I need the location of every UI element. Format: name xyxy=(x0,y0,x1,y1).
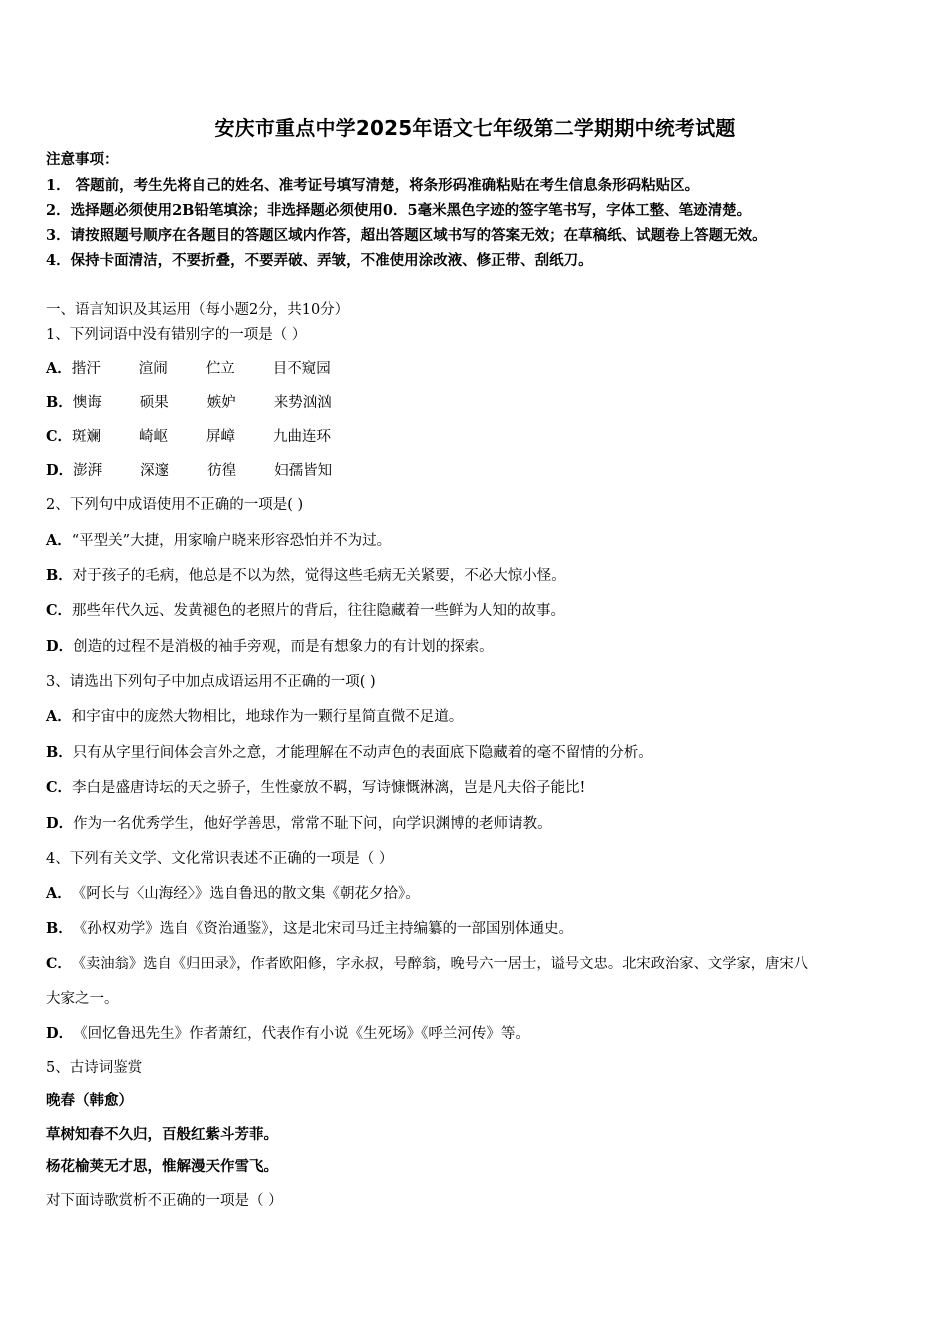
q2-option-d xyxy=(46,638,494,656)
option-text: 《孙权劝学》选自《资治通鉴》，这是北宋司马迁主持编纂的一部国别体通史。 xyxy=(72,921,574,937)
q3-option-a xyxy=(46,708,463,726)
option-label: D． xyxy=(46,1025,74,1042)
option-text: 作为一名优秀学生，他好学善思，常常不耻下问，向学识渊博的老师请教。 xyxy=(73,816,552,832)
q2-option-c xyxy=(46,602,565,620)
q4-option-c xyxy=(46,955,808,973)
option-label: A． xyxy=(46,360,72,377)
option-label: C． xyxy=(46,779,73,796)
option-label: A． xyxy=(46,885,72,902)
option-word: 斑斓 xyxy=(72,429,102,445)
q4-option-a xyxy=(46,885,420,903)
option-text: 和宇宙中的庞然大物相比，地球作为一颗行星简直微不足道。 xyxy=(71,709,464,725)
option-word: 渲闹 xyxy=(138,361,168,377)
page-title: 安庆市重点中学2025年语文七年级第二学期期中统考试题 xyxy=(214,116,736,140)
q1-option-b xyxy=(46,394,332,412)
option-word: 崎岖 xyxy=(139,429,169,445)
poem-line-1: 草树知春不久归，百般红紫斗芳菲。 xyxy=(46,1126,278,1143)
q3-option-d xyxy=(46,815,552,833)
option-word: 彷徨 xyxy=(207,463,237,479)
option-label: D． xyxy=(46,462,74,479)
q1-option-d xyxy=(46,462,332,480)
q5-question: 对下面诗歌赏析不正确的一项是（ ） xyxy=(46,1193,283,1209)
option-label: B． xyxy=(46,920,73,937)
option-text: 李白是盛唐诗坛的天之骄子，生性豪放不羁，写诗慷慨淋漓，岂是凡夫俗子能比! xyxy=(72,780,586,796)
option-word: 屏嶂 xyxy=(206,429,236,445)
option-text: 创造的过程不是消极的袖手旁观，而是有想象力的有计划的探索。 xyxy=(73,639,494,655)
option-label: C． xyxy=(46,602,73,619)
option-label: C． xyxy=(46,956,72,972)
option-text: 对于孩子的毛病，他总是不以为然，觉得这些毛病无关紧要，不必大惊小怪。 xyxy=(72,568,566,584)
q2-stem: 2、下列句中成语使用不正确的一项是( ) xyxy=(46,497,304,513)
option-label: D． xyxy=(46,815,74,832)
q3-option-b xyxy=(46,744,653,762)
option-text: 《阿长与〈山海经〉》选自鲁迅的散文集《朝花夕拾》。 xyxy=(71,886,420,902)
q3-option-c xyxy=(46,779,585,797)
q4-option-b xyxy=(46,920,573,938)
note-item-4: 4．保持卡面清洁，不要折叠，不要弄破、弄皱，不准使用涂改液、修正带、刮纸刀。 xyxy=(46,252,593,269)
note-item-1: 1． 答题前，考生先将自己的姓名、准考证号填写清楚，将条形码准确粘贴在考生信息条形码粘贴区。 xyxy=(46,177,700,194)
option-word: 澎湃 xyxy=(73,463,103,479)
option-word: 懊诲 xyxy=(72,395,102,411)
q5-stem: 5、古诗词鉴赏 xyxy=(46,1060,143,1076)
q2-option-a xyxy=(46,532,391,550)
q2-option-b xyxy=(46,567,566,585)
option-word: 伫立 xyxy=(205,361,235,377)
option-word: 揩汗 xyxy=(71,361,101,377)
q1-stem: 1、下列词语中没有错别字的一项是（ ） xyxy=(46,327,307,343)
option-text: 《卖油翁》选自《归田录》，作者欧阳修，字永叔，号醉翁，晚号六一居士，谥号文忠。北宋政治家、文学家，唐宋八 xyxy=(71,956,808,972)
option-word: 妇孺皆知 xyxy=(274,463,333,479)
note-item-3: 3．请按照题号顺序在各题目的答题区域内作答，超出答题区域书写的答案无效；在草稿纸、试题卷上答题无效。 xyxy=(46,227,767,244)
option-word: 九曲连环 xyxy=(273,429,332,445)
option-label: A． xyxy=(46,532,72,549)
option-word: 硕果 xyxy=(139,395,169,411)
q4-option-d xyxy=(46,1025,530,1043)
q1-option-a xyxy=(46,360,331,378)
option-word: 嫉妒 xyxy=(206,395,236,411)
q1-option-c xyxy=(46,428,331,446)
q4-option-c-continued: 大家之一。 xyxy=(46,991,119,1007)
notes-heading: 注意事项： xyxy=(46,151,119,168)
option-label: D． xyxy=(46,638,74,655)
option-text: 只有从字里行间体会言外之意，才能理解在不动声色的表面底下隐藏着的毫不留情的分析。 xyxy=(72,745,653,761)
option-label: B． xyxy=(46,394,73,411)
poem-line-2: 杨花榆荚无才思，惟解漫天作雪飞。 xyxy=(46,1158,278,1175)
poem-title: 晚春（韩愈） xyxy=(46,1092,133,1109)
q3-stem: 3、请选出下列句子中加点成语运用不正确的一项( ) xyxy=(46,674,376,690)
option-label: C． xyxy=(46,428,73,445)
option-word: 目不窥园 xyxy=(272,361,331,377)
q4-stem: 4、下列有关文学、文化常识表述不正确的一项是（ ） xyxy=(46,851,394,867)
option-text: “平型关”大捷，用家喻户晓来形容恐怕并不为过。 xyxy=(71,533,392,549)
option-word: 来势汹汹 xyxy=(273,395,332,411)
option-text: 《回忆鲁迅先生》作者萧红，代表作有小说《生死场》《呼兰河传》等。 xyxy=(73,1026,530,1042)
option-word: 深邃 xyxy=(140,463,170,479)
option-label: B． xyxy=(46,744,73,761)
option-label: A． xyxy=(46,708,72,725)
option-text: 那些年代久远、发黄褪色的老照片的背后，往往隐藏着一些鲜为人知的故事。 xyxy=(72,603,566,619)
option-label: B． xyxy=(46,567,73,584)
section-heading: 一、语言知识及其运用（每小题2分，共10分） xyxy=(46,302,350,318)
note-item-2: 2．选择题必须使用2B铅笔填涂；非选择题必须使用0．5毫米黑色字迹的签字笔书写，字体工整、笔迹清楚。 xyxy=(46,202,752,219)
